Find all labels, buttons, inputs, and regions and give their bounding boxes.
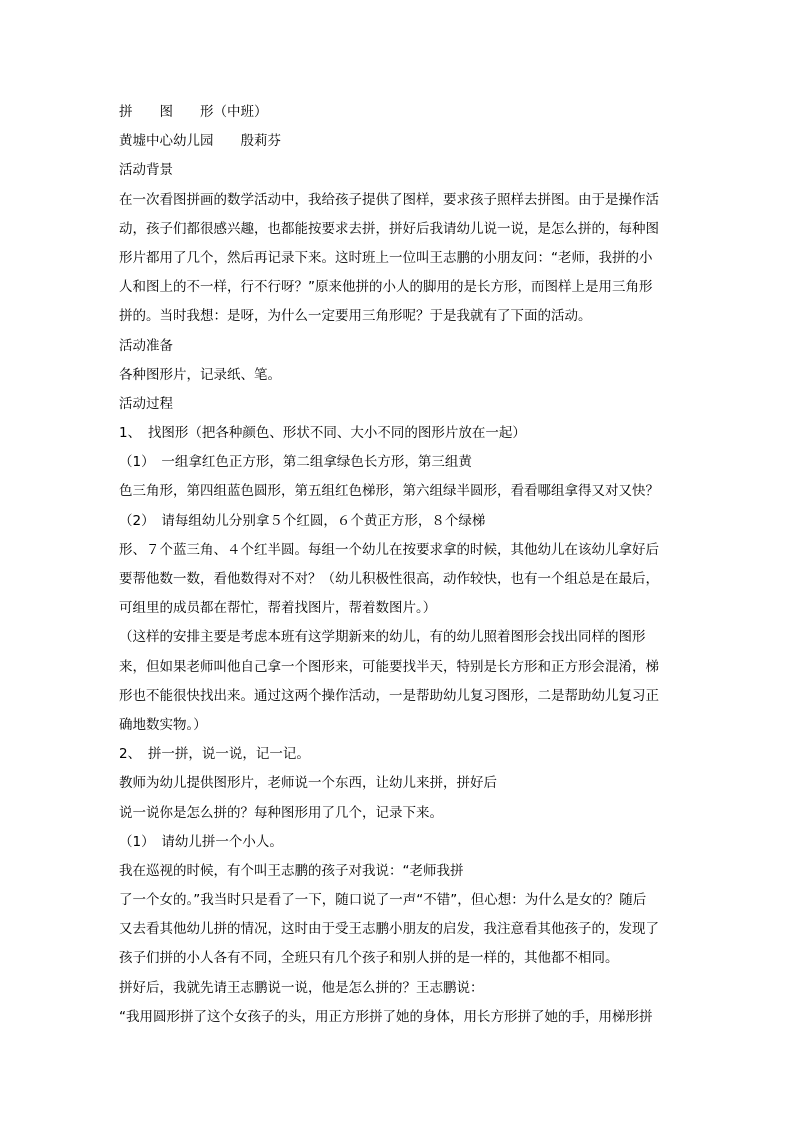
section-heading-preparation: 活动准备 [119,337,173,354]
text-line: 形也不能很快找出来。通过这两个操作活动，一是帮助幼儿复习图形，二是帮助幼儿复习正 [119,687,659,704]
text-line: （2） 请每组幼儿分别拿５个红圆，６个黄正方形，８个绿梯 [119,512,486,529]
text-line: 又去看其他幼儿拼的情况，这时由于受王志鹏小朋友的启发，我注意看其他孩子的，发现了 [119,921,659,938]
text-line: 孩子们拼的小人各有不同，全班只有几个孩子和别人拼的是一样的，其他都不相同。 [119,950,619,967]
text-line: 教师为幼儿提供图形片，老师说一个东西，让幼儿来拼，拼好后 [119,775,497,792]
text-line: 人和图上的不一样，行不行呀？”原来他拼的小人的脚用的是长方形，而图样上是用三角形 [119,279,653,296]
text-line: 确地数实物。） [119,716,207,733]
step-heading-1: 1、 找图形（把各种颜色、形状不同、大小不同的图形片放在一起） [119,425,526,442]
text-line: 色三角形，第四组蓝色圆形，第五组红色梯形，第六组绿半圆形，看看哪组拿得又对又快？ [119,483,659,500]
text-line: （1） 请幼儿拼一个小人。 [119,833,283,850]
document-page [119,98,679,1032]
text-line: 我在巡视的时候，有个叫王志鹏的孩子对我说：“老师我拼 [119,862,464,879]
section-heading-process: 活动过程 [119,395,173,412]
text-line: “我用圆形拼了这个女孩子的头，用正方形拼了她的身体，用长方形拼了她的手，用梯形拼 [119,1008,653,1025]
text-line: （1） 一组拿红色正方形，第二组拿绿色长方形，第三组黄 [119,454,472,471]
text-line: 拼好后，我就先请王志鹏说一说，他是怎么拼的？王志鹏说： [119,979,484,996]
text-line: 说一说你是怎么拼的？每种图形用了几个，记录下来。 [119,804,443,821]
text-line: （这样的安排主要是考虑本班有这学期新来的幼儿，有的幼儿照着图形会找出同样的图形 [119,629,646,646]
text-line: 在一次看图拼画的数学活动中，我给孩子提供了图样，要求孩子照样去拼图。由于是操作活 [119,191,659,208]
text-line: 来，但如果老师叫他自己拿一个图形来，可能要找半天，特别是长方形和正方形会混淆，梯 [119,658,659,675]
text-line: 形、７个蓝三角、４个红半圆。每组一个幼儿在按要求拿的时候，其他幼儿在该幼儿拿好后 [119,541,659,558]
text-line: 各种图形片，记录纸、笔。 [119,366,281,383]
text-line: 可组里的成员都在帮忙，帮着找图片，帮着数图片。） [119,600,437,617]
text-line: 拼的。当时我想：是呀，为什么一定要用三角形呢？于是我就有了下面的活动。 [119,308,592,325]
document-author: 黄墟中心幼儿园 殷莉芬 [119,133,281,150]
text-line: 了一个女的。”我当时只是看了一下，随口说了一声“不错”，但心想：为什么是女的？随后 [119,892,647,909]
section-heading-background: 活动背景 [119,162,173,179]
text-line: 形片都用了几个，然后再记录下来。这时班上一位叫王志鹏的小朋友问：“老师，我拼的小 [119,249,653,266]
document-title: 拼 图 形（中班） [119,104,268,120]
step-heading-2: 2、 拼一拼，说一说，记一记。 [119,746,310,763]
text-line: 动，孩子们都很感兴趣，也都能按要求去拼，拼好后我请幼儿说一说，是怎么拼的，每种图 [119,220,659,237]
text-line: 要帮他数一数，看他数得对不对？（幼儿积极性很高，动作较快，也有一个组总是在最后， [119,571,659,587]
